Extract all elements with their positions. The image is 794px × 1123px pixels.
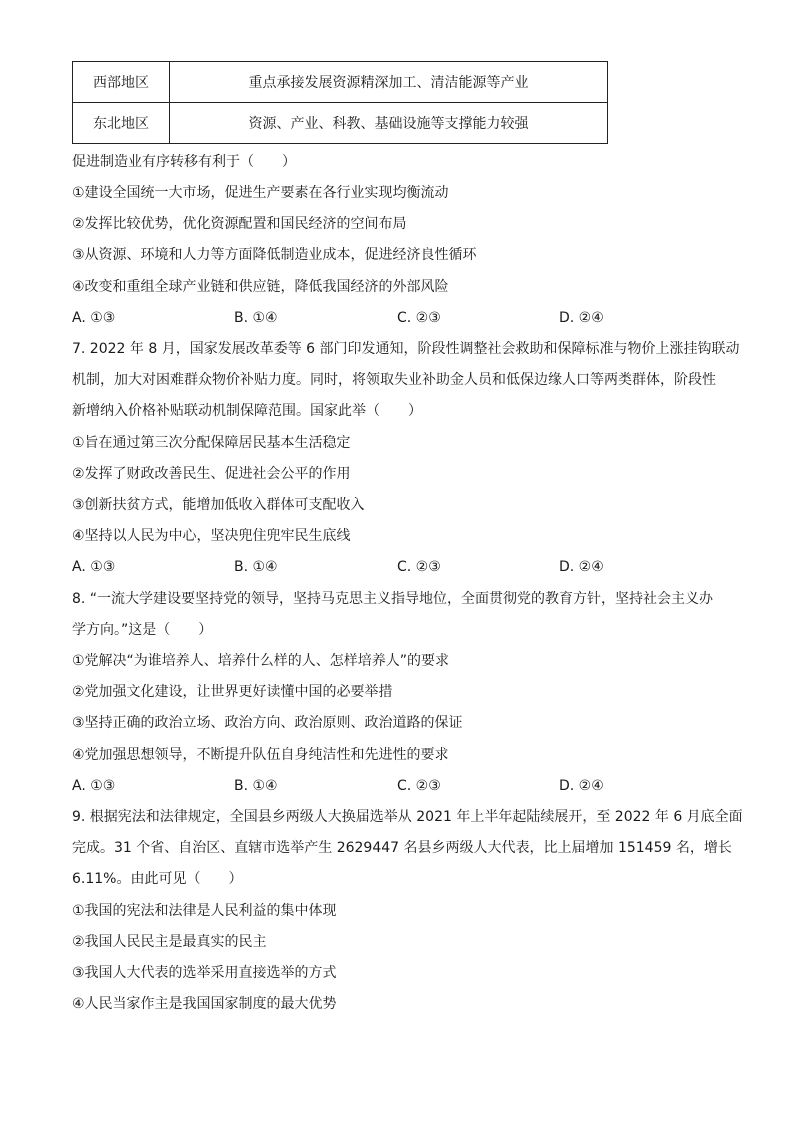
q7-item-4: ④坚持以人民为中心，坚决兜住兜牢民生底线: [72, 528, 351, 544]
q6-option-b: B. ①④: [234, 310, 278, 326]
q9-item-2: ②我国人民民主是最真实的民主: [72, 934, 267, 950]
q8-option-a: A. ①③: [72, 778, 116, 794]
q8-item-1: ①党解决“为谁培养人、培养什么样的人、怎样培养人”的要求: [72, 653, 450, 669]
q7-stem-line-1: 7. 2022 年 8 月，国家发展改革委等 6 部门印发通知，阶段性调整社会救助和保障标准与物价上涨挂钩联动: [72, 341, 740, 357]
q7-option-d: D. ②④: [559, 559, 604, 575]
q6-item-4: ④改变和重组全球产业链和供应链，降低我国经济的外部风险: [72, 279, 449, 295]
q7-option-c: C. ②③: [397, 559, 441, 575]
q8-item-4: ④党加强思想领导，不断提升队伍自身纯洁性和先进性的要求: [72, 747, 449, 763]
q8-option-d: D. ②④: [559, 778, 604, 794]
q8-stem-line-2: 学方向。”这是（ ）: [72, 622, 213, 638]
q6-option-a: A. ①③: [72, 310, 116, 326]
q7-item-3: ③创新扶贫方式，能增加低收入群体可支配收入: [72, 497, 365, 513]
region-table: [72, 61, 608, 144]
q7-option-a: A. ①③: [72, 559, 116, 575]
q9-stem-line-3: 6.11%。由此可见（ ）: [72, 871, 243, 887]
q8-option-b: B. ①④: [234, 778, 278, 794]
q9-item-1: ①我国的宪法和法律是人民利益的集中体现: [72, 903, 337, 919]
q9-item-3: ③我国人大代表的选举采用直接选举的方式: [72, 965, 337, 981]
table-row: [73, 62, 608, 103]
region-name-cell: 东北地区: [73, 103, 170, 144]
q6-item-3: ③从资源、环境和人力等方面降低制造业成本，促进经济良性循环: [72, 247, 477, 263]
q9-stem-line-1: 9. 根据宪法和法律规定，全国县乡两级人大换届选举从 2021 年上半年起陆续展开，至 2022 年 6 月底全面: [72, 809, 743, 825]
q7-option-b: B. ①④: [234, 559, 278, 575]
q6-option-d: D. ②④: [559, 310, 604, 326]
q7-item-1: ①旨在通过第三次分配保障居民基本生活稳定: [72, 435, 351, 451]
q6-item-2: ②发挥比较优势，优化资源配置和国民经济的空间布局: [72, 216, 407, 232]
q8-option-c: C. ②③: [397, 778, 441, 794]
table-row: [73, 103, 608, 144]
region-desc-cell: 资源、产业、科教、基础设施等支撑能力较强: [170, 103, 608, 144]
q6-item-1: ①建设全国统一大市场，促进生产要素在各行业实现均衡流动: [72, 185, 449, 201]
q8-stem-line-1: 8. “一流大学建设要坚持党的领导，坚持马克思主义指导地位，全面贯彻党的教育方针，坚持社会主义办: [72, 591, 714, 607]
region-name-cell: 西部地区: [73, 62, 170, 103]
q7-stem-line-3: 新增纳入价格补贴联动机制保障范围。国家此举（ ）: [72, 403, 422, 419]
q9-stem-line-2: 完成。31 个省、自治区、直辖市选举产生 2629447 名县乡两级人大代表，比上届增加 151459 名，增长: [72, 840, 732, 856]
q9-item-4: ④人民当家作主是我国国家制度的最大优势: [72, 996, 337, 1012]
q7-stem-line-2: 机制，加大对困难群众物价补贴力度。同时，将领取失业补助金人员和低保边缘人口等两类群体，阶段性: [72, 372, 716, 388]
q8-item-3: ③坚持正确的政治立场、政治方向、政治原则、政治道路的保证: [72, 715, 463, 731]
q7-item-2: ②发挥了财政改善民生、促进社会公平的作用: [72, 466, 351, 482]
q6-stem: 促进制造业有序转移有利于（ ）: [72, 154, 296, 170]
q6-option-c: C. ②③: [397, 310, 441, 326]
region-desc-cell: 重点承接发展资源精深加工、清洁能源等产业: [170, 62, 608, 103]
q8-item-2: ②党加强文化建设，让世界更好读懂中国的必要举措: [72, 684, 393, 700]
